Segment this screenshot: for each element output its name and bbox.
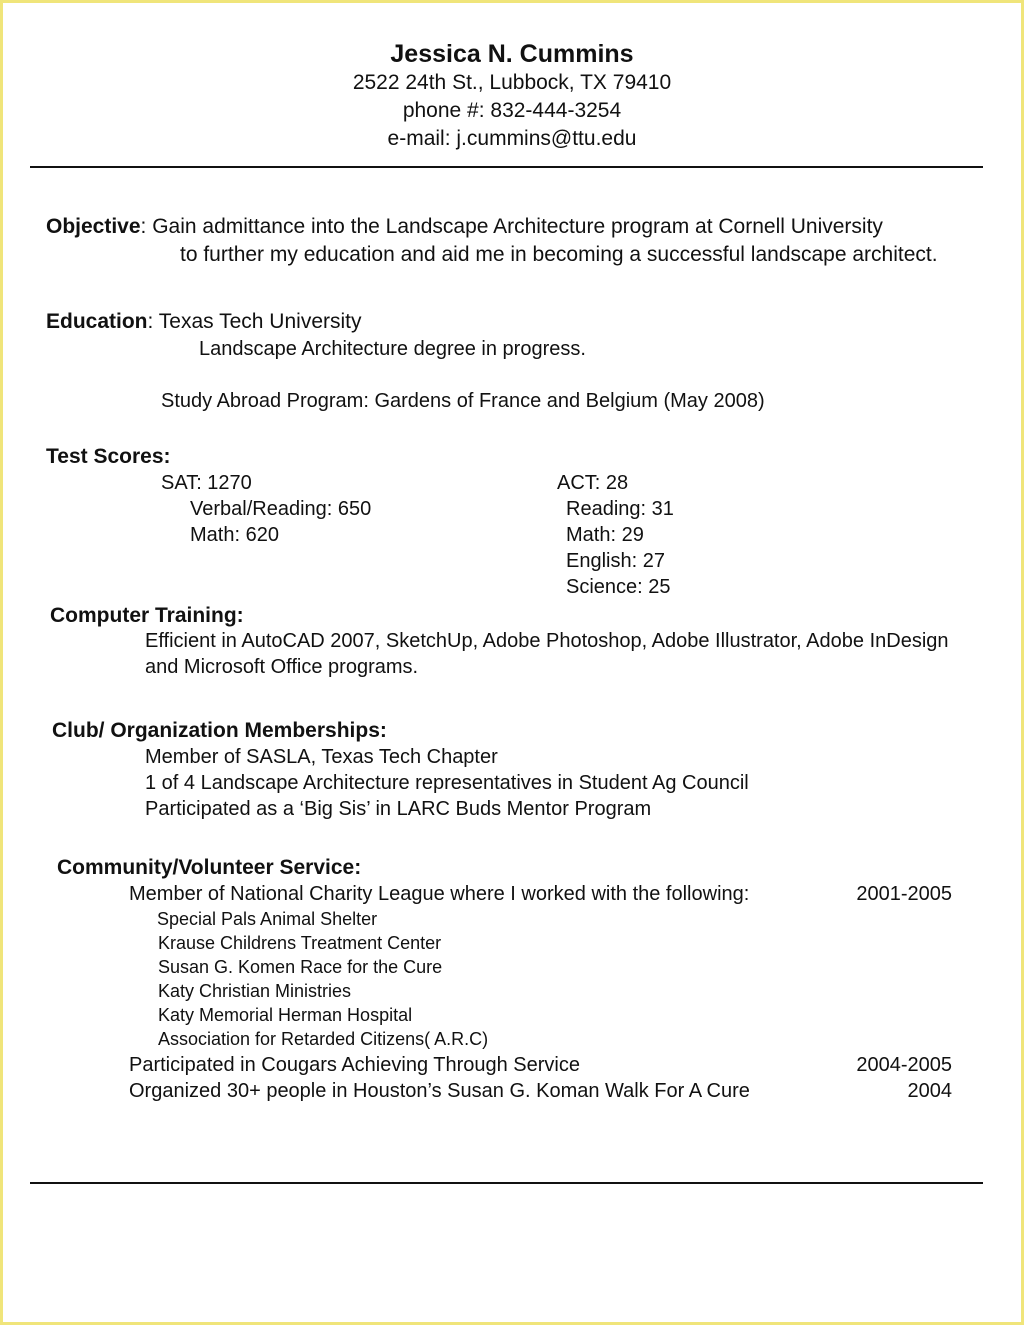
test-scores-heading: Test Scores: — [46, 445, 171, 468]
education-study-abroad: Study Abroad Program: Gardens of France and Belgium (May 2008) — [161, 390, 765, 412]
membership-item: 1 of 4 Landscape Architecture representatives in Student Ag Council — [145, 772, 749, 794]
act-math: Math: 29 — [566, 524, 644, 546]
ncl-sub-item: Katy Memorial Herman Hospital — [158, 1005, 413, 1025]
bottom-divider — [30, 1182, 983, 1184]
act-science: Science: 25 — [566, 576, 671, 598]
sat-math: Math: 620 — [190, 524, 279, 546]
computer-training-line-2: and Microsoft Office programs. — [145, 656, 419, 678]
objective-text-2: to further my education and aid me in becoming a successful landscape architect. — [180, 243, 938, 266]
memberships-heading: Club/ Organization Memberships: — [52, 719, 387, 742]
education-degree: Landscape Architecture degree in progress. — [199, 338, 586, 360]
top-divider — [30, 166, 983, 168]
ncl-sub-item: Special Pals Animal Shelter — [157, 909, 378, 929]
phone: phone #: 832-444-3254 — [402, 99, 622, 122]
act-total: ACT: 28 — [557, 472, 629, 494]
objective-text-1: : Gain admittance into the Landscape Architecture program at Cornell University — [140, 215, 883, 238]
address: 2522 24th St., Lubbock, TX 79410 — [352, 71, 672, 94]
community-walk-text: Organized 30+ people in Houston’s Susan G. Koman Walk For A Cure — [129, 1080, 750, 1102]
community-ncl-years: 2001-2005 — [856, 883, 952, 905]
act-reading: Reading: 31 — [566, 498, 674, 520]
education-school: : Texas Tech University — [147, 310, 362, 333]
community-ncl-text: Member of National Charity League where I worked with the following: — [129, 883, 750, 905]
education-heading: Education — [46, 310, 148, 333]
membership-item: Participated as a ‘Big Sis’ in LARC Buds Mentor Program — [145, 798, 652, 820]
ncl-sub-item: Krause Childrens Treatment Center — [158, 933, 442, 953]
membership-item: Member of SASLA, Texas Tech Chapter — [145, 746, 498, 768]
ncl-sub-item: Association for Retarded Citizens( A.R.C) — [158, 1029, 489, 1049]
ncl-sub-item: Katy Christian Ministries — [158, 981, 352, 1001]
email: e-mail: j.cummins@ttu.edu — [387, 127, 637, 150]
sat-verbal: Verbal/Reading: 650 — [190, 498, 372, 520]
community-heading: Community/Volunteer Service: — [57, 856, 362, 879]
computer-training-heading: Computer Training: — [50, 604, 244, 627]
community-walk-years: 2004 — [907, 1080, 952, 1102]
objective-heading: Objective — [46, 215, 141, 238]
candidate-name: Jessica N. Cummins — [390, 40, 634, 68]
education-line — [46, 310, 362, 334]
community-cougars-years: 2004-2005 — [856, 1054, 952, 1076]
act-english: English: 27 — [566, 550, 665, 572]
computer-training-line-1: Efficient in AutoCAD 2007, SketchUp, Adobe Photoshop, Adobe Illustrator, Adobe InDesign — [145, 630, 949, 652]
community-cougars-text: Participated in Cougars Achieving Through Service — [129, 1054, 580, 1076]
sat-total: SAT: 1270 — [161, 472, 252, 494]
objective-line-1 — [46, 215, 883, 239]
ncl-sub-item: Susan G. Komen Race for the Cure — [158, 957, 443, 977]
